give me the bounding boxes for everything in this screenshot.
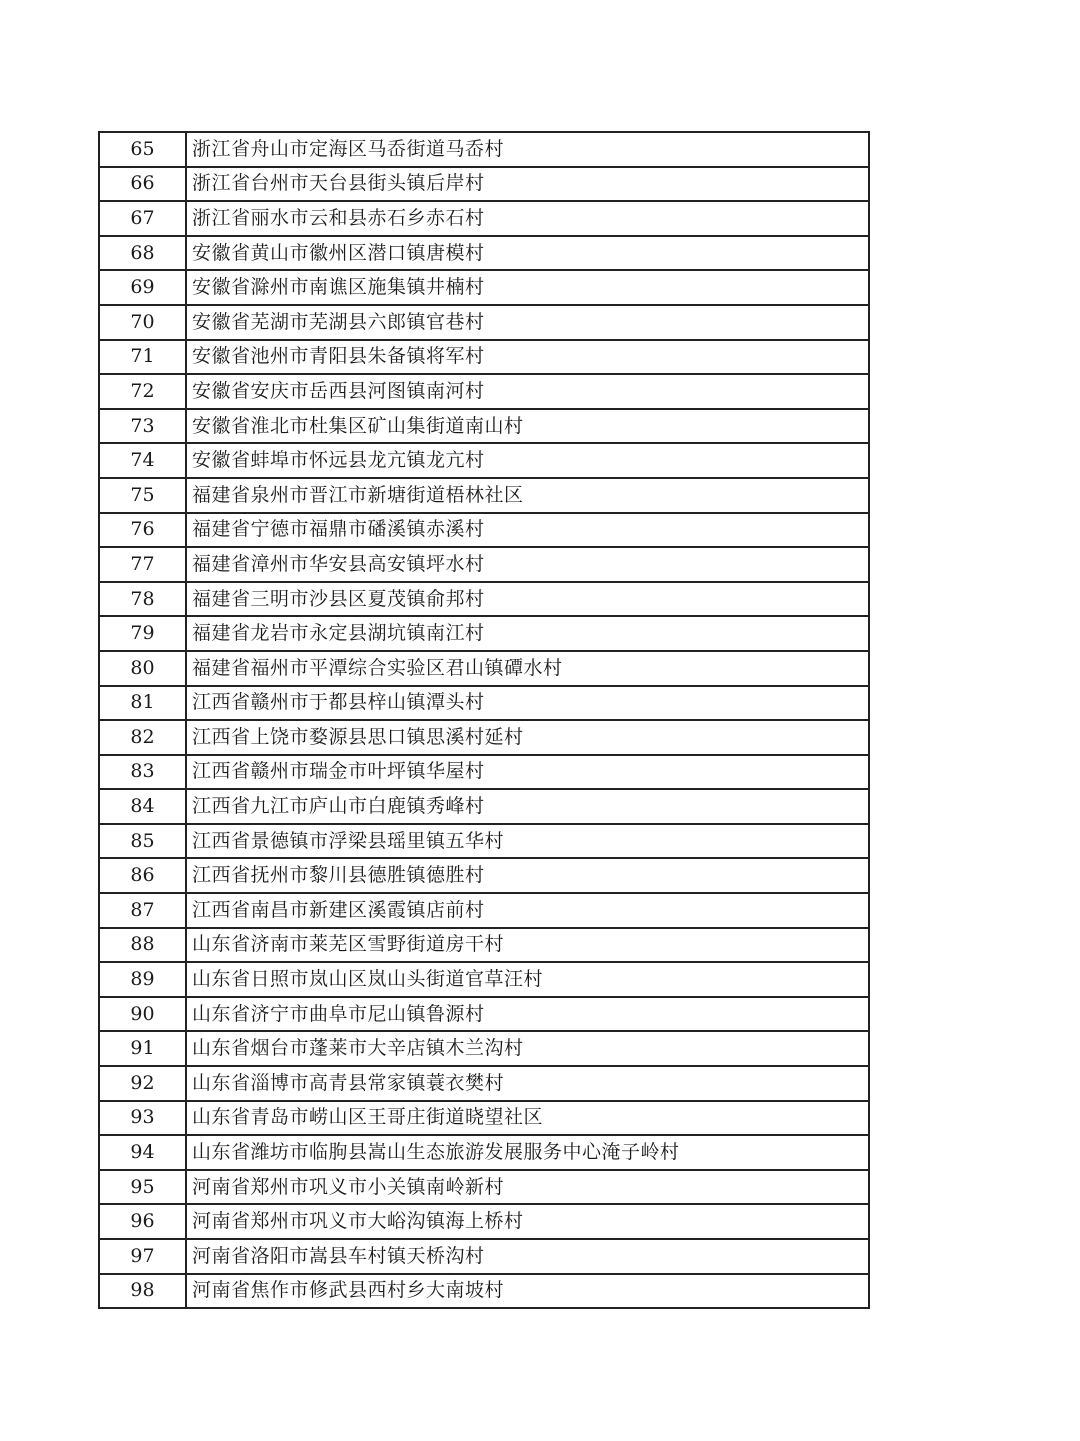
village-name: 山东省日照市岚山区岚山头街道官草汪村 [186,962,869,997]
table-row [99,651,869,686]
village-name: 江西省景德镇市浮梁县瑶里镇五华村 [186,824,869,859]
village-name: 山东省济宁市曲阜市尼山镇鲁源村 [186,997,869,1032]
table-row [99,824,869,859]
table-row [99,409,869,444]
village-name: 江西省南昌市新建区溪霞镇店前村 [186,893,869,928]
village-name: 江西省赣州市于都县梓山镇潭头村 [186,686,869,721]
row-number: 91 [99,1031,186,1066]
row-number: 67 [99,201,186,236]
village-name: 浙江省台州市天台县街头镇后岸村 [186,167,869,202]
table-row [99,201,869,236]
village-name: 浙江省舟山市定海区马岙街道马岙村 [186,132,869,167]
table-row [99,1031,869,1066]
table-body [99,132,869,1308]
row-number: 80 [99,651,186,686]
row-number: 96 [99,1204,186,1239]
village-name: 福建省泉州市晋江市新塘街道梧林社区 [186,478,869,513]
row-number: 95 [99,1170,186,1205]
village-name: 福建省福州市平潭综合实验区君山镇磹水村 [186,651,869,686]
table-row [99,755,869,790]
row-number: 75 [99,478,186,513]
row-number: 98 [99,1274,186,1309]
table-row [99,1274,869,1309]
row-number: 90 [99,997,186,1032]
row-number: 88 [99,928,186,963]
row-number: 71 [99,340,186,375]
table-row [99,858,869,893]
village-name: 福建省宁德市福鼎市磻溪镇赤溪村 [186,513,869,548]
village-name: 江西省上饶市婺源县思口镇思溪村延村 [186,720,869,755]
table-row [99,1101,869,1136]
row-number: 74 [99,443,186,478]
table-row [99,443,869,478]
village-name: 山东省青岛市崂山区王哥庄街道晓望社区 [186,1101,869,1136]
village-name: 江西省抚州市黎川县德胜镇德胜村 [186,858,869,893]
row-number: 65 [99,132,186,167]
table-row [99,236,869,271]
table-row [99,720,869,755]
village-name: 浙江省丽水市云和县赤石乡赤石村 [186,201,869,236]
table-row [99,270,869,305]
table-row [99,616,869,651]
row-number: 77 [99,547,186,582]
row-number: 78 [99,582,186,617]
row-number: 94 [99,1135,186,1170]
village-name: 河南省焦作市修武县西村乡大南坡村 [186,1274,869,1309]
row-number: 89 [99,962,186,997]
village-name: 河南省郑州市巩义市小关镇南岭新村 [186,1170,869,1205]
village-name: 江西省赣州市瑞金市叶坪镇华屋村 [186,755,869,790]
village-name: 福建省漳州市华安县高安镇坪水村 [186,547,869,582]
row-number: 70 [99,305,186,340]
table-row [99,686,869,721]
village-name: 山东省烟台市蓬莱市大辛店镇木兰沟村 [186,1031,869,1066]
village-name: 山东省潍坊市临朐县嵩山生态旅游发展服务中心淹子岭村 [186,1135,869,1170]
table-row [99,893,869,928]
row-number: 86 [99,858,186,893]
village-name: 福建省龙岩市永定县湖坑镇南江村 [186,616,869,651]
table-row [99,1204,869,1239]
village-name: 河南省洛阳市嵩县车村镇天桥沟村 [186,1239,869,1274]
row-number: 76 [99,513,186,548]
village-list-table [98,131,870,1309]
village-name: 安徽省淮北市杜集区矿山集街道南山村 [186,409,869,444]
village-name: 安徽省安庆市岳西县河图镇南河村 [186,374,869,409]
row-number: 92 [99,1066,186,1101]
table-row [99,340,869,375]
table-row [99,374,869,409]
row-number: 82 [99,720,186,755]
row-number: 87 [99,893,186,928]
row-number: 66 [99,167,186,202]
row-number: 72 [99,374,186,409]
table-row [99,789,869,824]
village-name: 福建省三明市沙县区夏茂镇俞邦村 [186,582,869,617]
row-number: 73 [99,409,186,444]
row-number: 79 [99,616,186,651]
row-number: 83 [99,755,186,790]
table-row [99,513,869,548]
table-row [99,1239,869,1274]
village-name: 安徽省芜湖市芜湖县六郎镇官巷村 [186,305,869,340]
village-name: 安徽省滁州市南谯区施集镇井楠村 [186,270,869,305]
row-number: 97 [99,1239,186,1274]
village-name: 江西省九江市庐山市白鹿镇秀峰村 [186,789,869,824]
row-number: 93 [99,1101,186,1136]
table-row [99,962,869,997]
table-row [99,167,869,202]
table-row [99,1170,869,1205]
village-name: 山东省淄博市高青县常家镇蓑衣樊村 [186,1066,869,1101]
row-number: 81 [99,686,186,721]
village-name: 河南省郑州市巩义市大峪沟镇海上桥村 [186,1204,869,1239]
table-row [99,305,869,340]
village-name: 安徽省黄山市徽州区潜口镇唐模村 [186,236,869,271]
table-row [99,132,869,167]
village-name: 山东省济南市莱芜区雪野街道房干村 [186,928,869,963]
table-row [99,1066,869,1101]
table-row [99,547,869,582]
table-row [99,928,869,963]
row-number: 85 [99,824,186,859]
table-row [99,997,869,1032]
row-number: 84 [99,789,186,824]
table-row [99,582,869,617]
row-number: 69 [99,270,186,305]
village-name: 安徽省蚌埠市怀远县龙亢镇龙亢村 [186,443,869,478]
table-row [99,478,869,513]
table-row [99,1135,869,1170]
row-number: 68 [99,236,186,271]
village-name: 安徽省池州市青阳县朱备镇将军村 [186,340,869,375]
